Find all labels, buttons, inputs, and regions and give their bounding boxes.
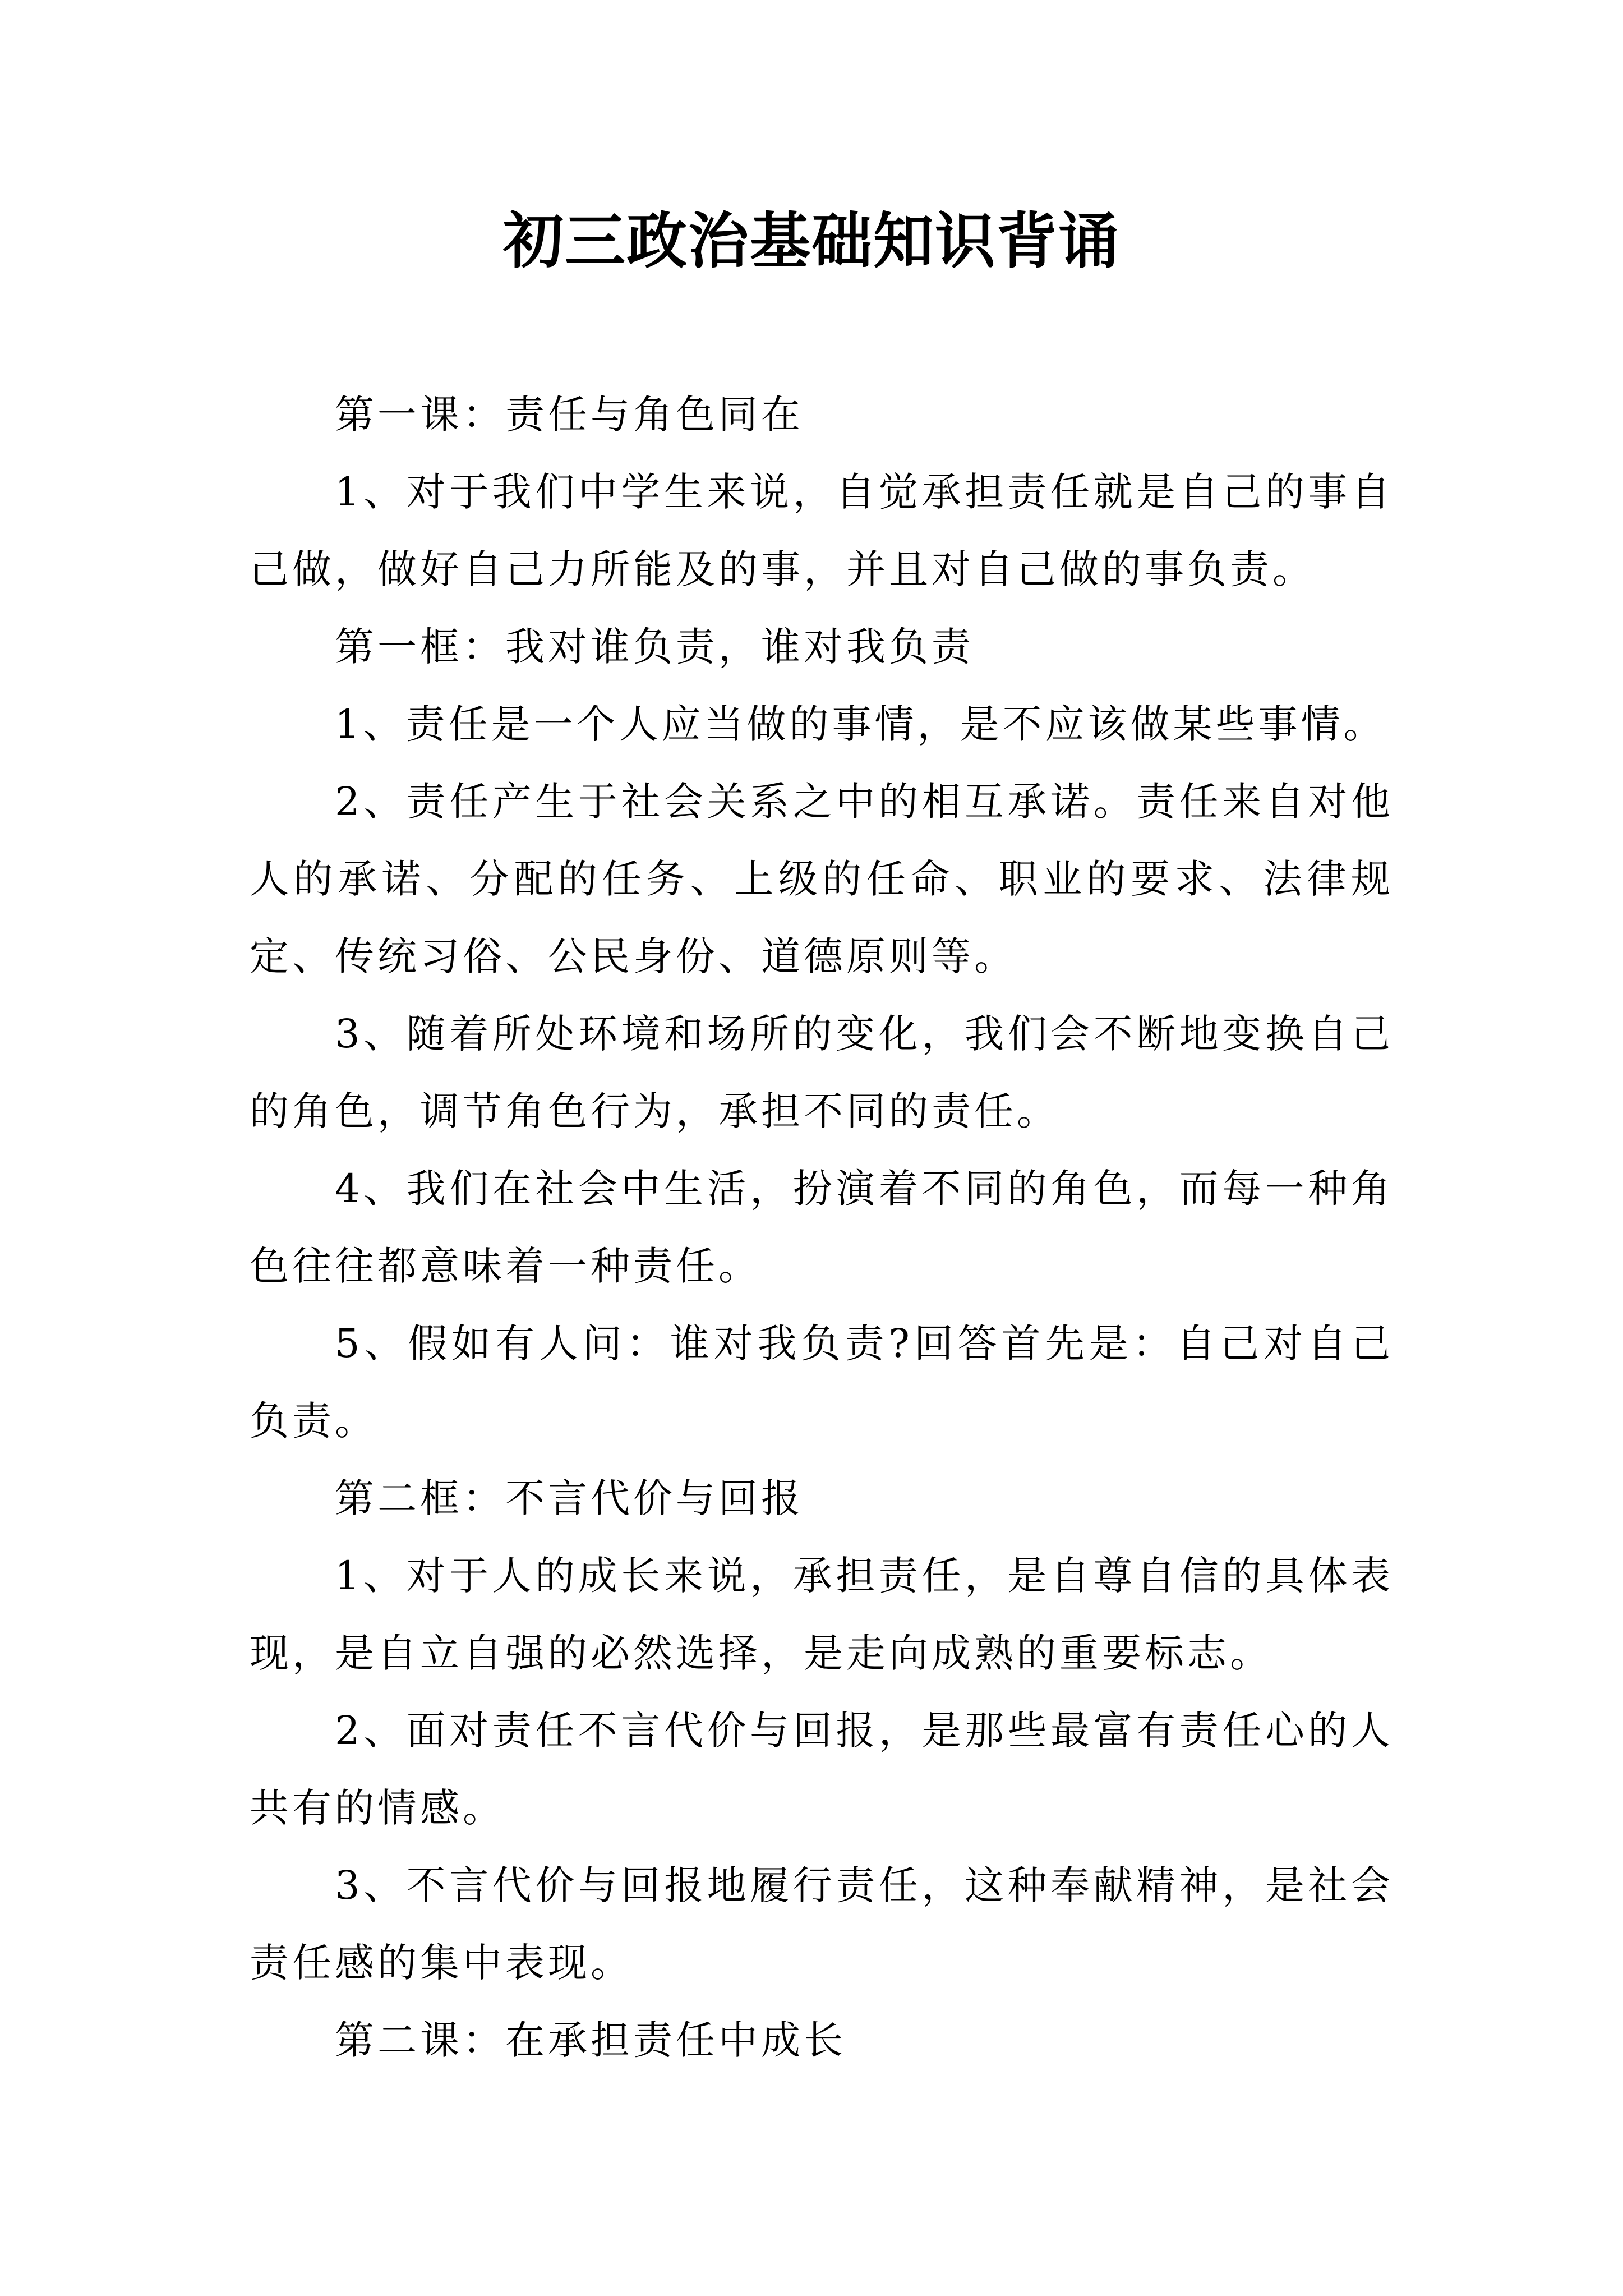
paragraph: 5、假如有人问：谁对我负责?回答首先是：自己对自己负责。 (250, 1320, 1394, 1444)
document-title: 初三政治基础知识背诵 (502, 206, 1120, 277)
section-heading: 第一框：我对谁负责，谁对我负责 (335, 624, 974, 670)
lesson-heading: 第二课：在承担责任中成长 (335, 2017, 846, 2063)
document-body (250, 376, 1394, 2079)
lesson-heading: 第一课：责任与角色同在 (335, 392, 804, 438)
paragraph: 2、面对责任不言代价与回报，是那些最富有责任心的人共有的情感。 (250, 1708, 1394, 1831)
section-heading: 第二框：不言代价与回报 (335, 1475, 804, 1521)
paragraph: 1、对于人的成长来说，承担责任，是自尊自信的具体表现，是自立自强的必然选择，是走向成熟的重要标志。 (250, 1553, 1394, 1676)
paragraph: 3、不言代价与回报地履行责任，这种奉献精神，是社会责任感的集中表现。 (250, 1862, 1394, 1986)
paragraph: 2、责任产生于社会关系之中的相互承诺。责任来自对他人的承诺、分配的任务、上级的任命、职业的要求、法律规定、传统习俗、公民身份、道德原则等。 (250, 779, 1394, 979)
paragraph: 1、对于我们中学生来说，自觉承担责任就是自己的事自己做，做好自己力所能及的事，并且对自己做的事负责。 (250, 469, 1394, 592)
paragraph: 1、责任是一个人应当做的事情，是不应该做某些事情。 (335, 701, 1386, 747)
paragraph: 3、随着所处环境和场所的变化，我们会不断地变换自己的角色，调节角色行为，承担不同的责任。 (250, 1011, 1394, 1134)
paragraph: 4、我们在社会中生活，扮演着不同的角色，而每一种角色往往都意味着一种责任。 (250, 1166, 1394, 1289)
